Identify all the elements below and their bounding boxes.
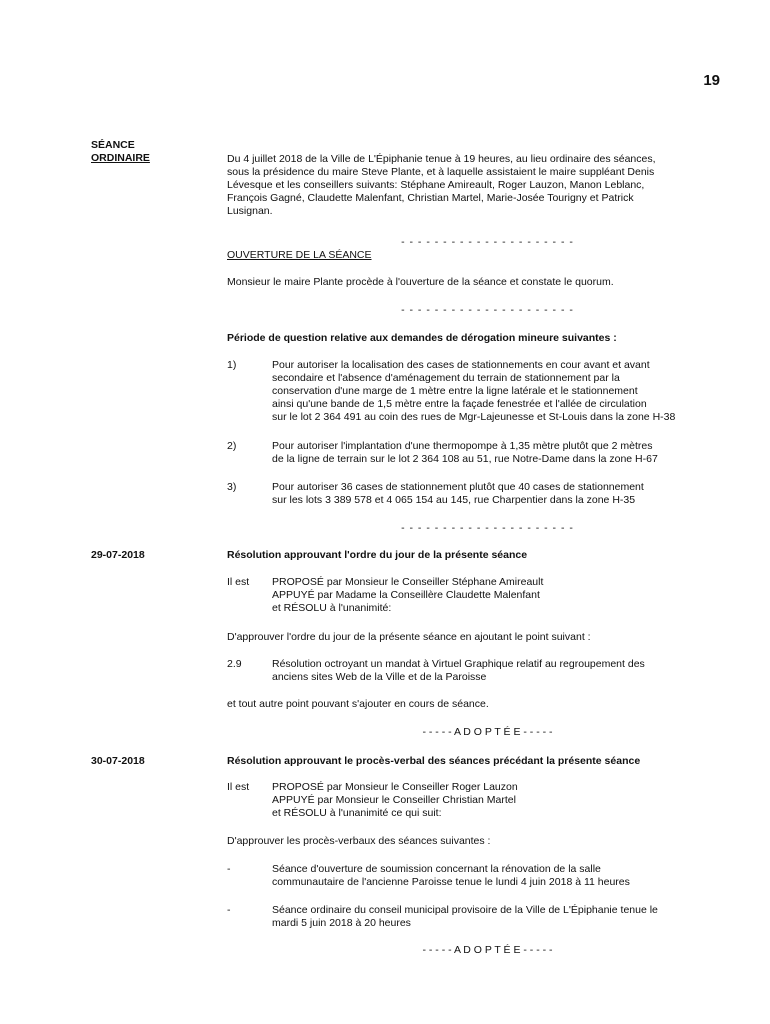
vote-block bbox=[272, 576, 748, 615]
vote-line: et RÉSOLU à l'unanimité: bbox=[272, 602, 392, 614]
item-line: Résolution octroyant un mandat à Virtuel Graphique relatif au regroupement des bbox=[272, 658, 645, 670]
seance-label bbox=[91, 139, 150, 165]
separator: - - - - - - - - - - - - - - - - - - - - - bbox=[401, 522, 574, 534]
periode-item-number: 3) bbox=[227, 481, 237, 493]
agenda-item-number: 2.9 bbox=[227, 658, 242, 670]
intro-line: Lusignan. bbox=[227, 205, 273, 217]
page-number: 19 bbox=[703, 72, 720, 89]
vote-line: PROPOSÉ par Monsieur le Conseiller Stéphane Amireault bbox=[272, 576, 544, 588]
separator: - - - - - - - - - - - - - - - - - - - - - bbox=[401, 236, 574, 248]
item-line: Pour autoriser la localisation des cases de stationnements en cour avant et avant bbox=[272, 359, 650, 371]
periode-item-text bbox=[272, 440, 748, 466]
seance-intro bbox=[227, 153, 748, 218]
periode-title: Période de question relative aux demandes de dérogation mineure suivantes : bbox=[227, 332, 617, 344]
item-line: Séance ordinaire du conseil municipal provisoire de la Ville de L'Épiphanie tenue le bbox=[272, 904, 658, 916]
item-line: Pour autoriser 36 cases de stationnement plutôt que 40 cases de stationnement bbox=[272, 481, 644, 493]
item-line: Pour autoriser l'implantation d'une thermopompe à 1,35 mètre plutôt que 2 mètres bbox=[272, 440, 653, 452]
item-line: communautaire de l'ancienne Paroisse tenue le lundi 4 juin 2018 à 11 heures bbox=[272, 876, 630, 888]
vote-line: et RÉSOLU à l'unanimité ce qui suit: bbox=[272, 807, 442, 819]
resolution-number: 30-07-2018 bbox=[91, 755, 145, 767]
item-line: sur les lots 3 389 578 et 4 065 154 au 145, rue Charpentier dans la zone H-35 bbox=[272, 494, 636, 506]
resolution-title: Résolution approuvant l'ordre du jour de la présente séance bbox=[227, 549, 528, 561]
intro-line: sous la présidence du maire Steve Plante, et à laquelle assistaient le maire suppléant Denis bbox=[227, 166, 655, 178]
resolution-text: D'approuver l'ordre du jour de la présente séance en ajoutant le point suivant : bbox=[227, 631, 591, 643]
item-line: secondaire et l'absence d'aménagement du terrain de stationnement par la bbox=[272, 372, 620, 384]
seance-label-line2: ORDINAIRE bbox=[91, 152, 150, 164]
resolution-text: D'approuver les procès-verbaux des séances suivantes : bbox=[227, 835, 491, 847]
intro-line: Lévesque et les conseillers suivants: Stéphane Amireault, Roger Lauzon, Manon Leblanc, bbox=[227, 179, 645, 191]
resolution-number: 29-07-2018 bbox=[91, 549, 145, 561]
periode-item-number: 1) bbox=[227, 359, 237, 371]
list-bullet: - bbox=[227, 863, 231, 875]
intro-line: François Gagné, Claudette Malenfant, Christian Martel, Marie-Josée Tourigny et Patrick bbox=[227, 192, 634, 204]
item-line: conservation d'une marge de 1 mètre entre la ligne latérale et le stationnement bbox=[272, 385, 638, 397]
il-est-label: Il est bbox=[227, 576, 250, 588]
adopted-marker: - - - - - A D O P T É E - - - - - bbox=[422, 726, 553, 738]
seance-label-line1: SÉANCE bbox=[91, 139, 135, 151]
item-line: mardi 5 juin 2018 à 20 heures bbox=[272, 917, 411, 929]
item-line: anciens sites Web de la Ville et de la Paroisse bbox=[272, 671, 487, 683]
periode-item-number: 2) bbox=[227, 440, 237, 452]
list-item bbox=[272, 863, 748, 889]
resolution-title: Résolution approuvant le procès-verbal des séances précédant la présente séance bbox=[227, 755, 641, 767]
resolution-closing: et tout autre point pouvant s'ajouter en cours de séance. bbox=[227, 698, 489, 710]
agenda-item-text bbox=[272, 658, 748, 684]
vote-line: PROPOSÉ par Monsieur le Conseiller Roger Lauzon bbox=[272, 781, 518, 793]
ouverture-text: Monsieur le maire Plante procède à l'ouverture de la séance et constate le quorum. bbox=[227, 276, 614, 288]
intro-line: Du 4 juillet 2018 de la Ville de L'Épiphanie tenue à 19 heures, au lieu ordinaire des séances, bbox=[227, 153, 656, 165]
separator: - - - - - - - - - - - - - - - - - - - - - bbox=[401, 304, 574, 316]
vote-line: APPUYÉ par Madame la Conseillère Claudette Malenfant bbox=[272, 589, 540, 601]
list-bullet: - bbox=[227, 904, 231, 916]
periode-item-text bbox=[272, 359, 748, 424]
ouverture-title: OUVERTURE DE LA SÉANCE bbox=[227, 249, 372, 261]
item-line: de la ligne de terrain sur le lot 2 364 108 au 51, rue Notre-Dame dans la zone H-67 bbox=[272, 453, 658, 465]
item-line: ainsi qu'une bande de 1,5 mètre entre la façade fenestrée et l'allée de circulation bbox=[272, 398, 647, 410]
il-est-label: Il est bbox=[227, 781, 250, 793]
vote-line: APPUYÉ par Monsieur le Conseiller Christian Martel bbox=[272, 794, 516, 806]
periode-item-text bbox=[272, 481, 748, 507]
vote-block bbox=[272, 781, 748, 820]
item-line: sur le lot 2 364 491 au coin des rues de Mgr-Lajeunesse et St-Louis dans la zone H-38 bbox=[272, 411, 676, 423]
adopted-marker: - - - - - A D O P T É E - - - - - bbox=[422, 944, 553, 956]
item-line: Séance d'ouverture de soumission concernant la rénovation de la salle bbox=[272, 863, 601, 875]
list-item bbox=[272, 904, 748, 930]
